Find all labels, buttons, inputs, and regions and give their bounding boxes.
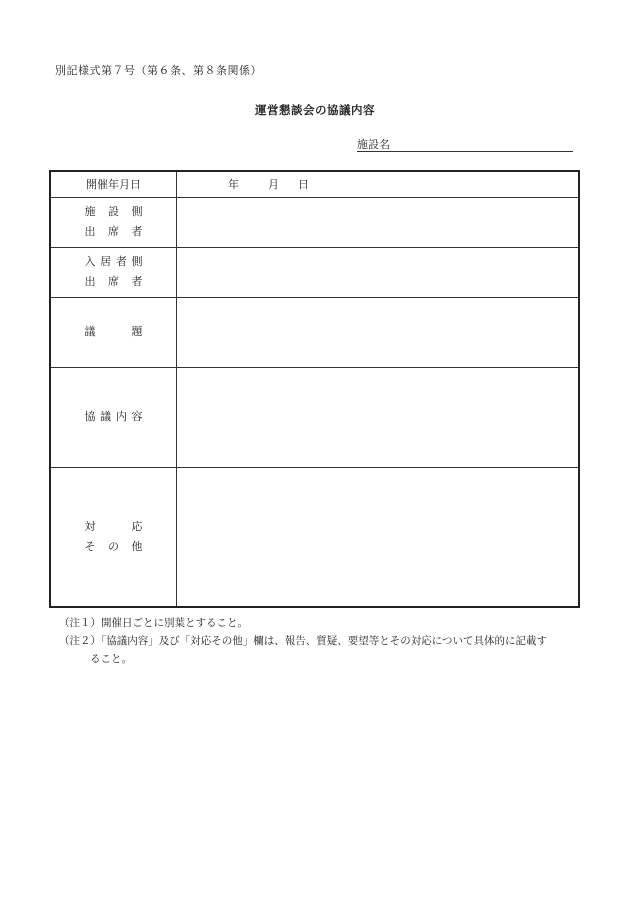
month-label: 月 [268,178,279,192]
table-row-agenda [50,297,579,367]
table-row-resident-attendees [50,247,579,297]
day-label: 日 [298,178,309,192]
table-row-discussion [50,367,579,467]
year-label: 年 [228,178,239,192]
response-label: 対 応 [84,519,143,533]
resident-attendees-label-cell [50,247,177,297]
form-code: 別記様式第７号（第６条、第８条関係） [55,64,262,77]
table-row-facility-attendees [50,197,579,247]
resident-attendees-value-cell[interactable] [177,247,580,297]
table-row-response-other [50,467,579,607]
date-label-cell [50,171,177,197]
date-value-cell[interactable] [177,171,580,197]
agenda-value-cell[interactable] [177,297,580,367]
note-2-continued: ること。 [90,653,132,665]
facility-attendees-value-cell[interactable] [177,197,580,247]
table-row-date [50,171,579,197]
discussion-content-label: 協 議 内 容 [84,410,143,423]
discussion-value-cell[interactable] [177,367,580,467]
facility-attendees-label-cell [50,197,177,247]
meeting-record-table [49,170,580,608]
attendees-label: 出 席 者 [84,225,143,238]
agenda-label: 議 題 [84,325,143,338]
facility-name-field[interactable] [357,136,573,152]
attendees-label: 出 席 者 [84,275,143,288]
note-1: （注１）開催日ごとに別葉とすること。 [59,617,248,629]
discussion-label-cell [50,367,177,467]
note-2: （注２）「協議内容」及び「対応その他」欄は、報告、質疑、要望等とその対応について具体的に記載す [59,635,548,647]
response-value-cell[interactable] [177,467,580,607]
notes [59,614,547,668]
resident-side-label: 入 居 者 側 [84,255,143,268]
date-label: 開催年月日 [86,178,141,192]
agenda-label-cell [50,297,177,367]
document-title: 運営懇談会の協議内容 [255,103,375,117]
other-label: そ の 他 [84,539,143,553]
facility-name-label: 施設名 [357,138,390,151]
facility-side-label: 施 設 側 [84,205,143,218]
response-label-cell [50,467,177,607]
